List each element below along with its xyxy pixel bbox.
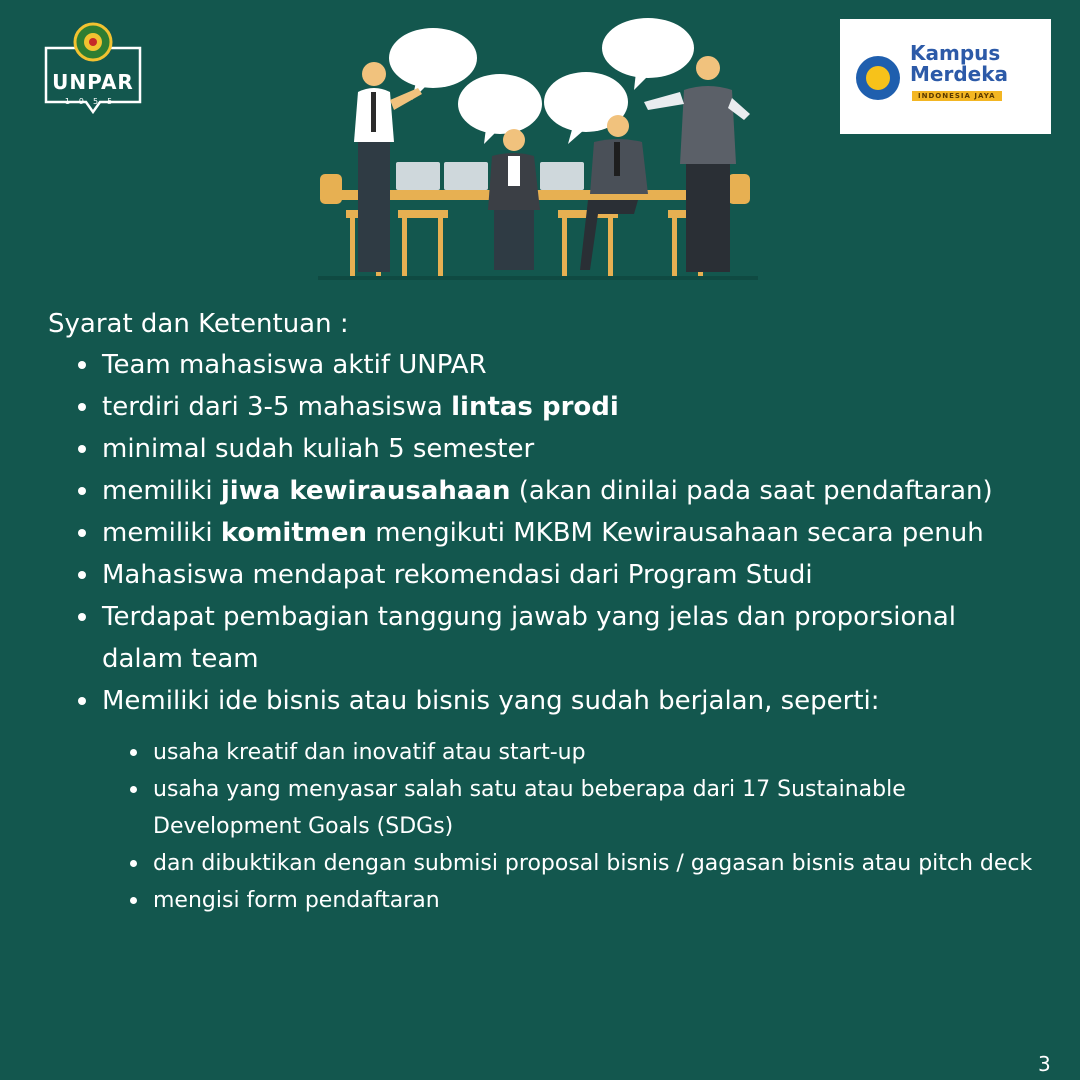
requirement-item — [48, 428, 1038, 470]
requirements-list — [48, 344, 1038, 722]
unpar-logo-year: 1955 — [64, 97, 122, 106]
business-idea-item: mengisi form pendaftaran — [48, 882, 1038, 919]
business-idea-item: dan dibuktikan dengan submisi proposal bisnis / gagasan bisnis atau pitch deck — [48, 845, 1038, 882]
requirement-item — [48, 554, 1038, 596]
requirement-item — [48, 512, 1038, 554]
requirement-text: (akan dinilai pada saat pendaftaran) — [510, 476, 993, 506]
kampus-merdeka-logo — [840, 19, 1051, 134]
business-idea-item: usaha kreatif dan inovatif atau start-up — [48, 734, 1038, 771]
business-idea-item: usaha yang menyasar salah satu atau beberapa dari 17 Sustainable Development Goals (SDGs) — [48, 771, 1038, 845]
kampus-merdeka-title — [910, 43, 1008, 85]
kampus-merdeka-line1: Kampus — [910, 41, 1001, 65]
requirement-item — [48, 680, 1038, 722]
requirement-emphasis: jiwa kewirausahaan — [220, 476, 511, 506]
requirements-heading: Syarat dan Ketentuan : — [48, 309, 349, 339]
requirement-item — [48, 344, 1038, 386]
page-number: 3 — [1038, 1052, 1051, 1076]
requirement-item — [48, 386, 1038, 428]
requirement-text: Mahasiswa mendapat rekomendasi dari Program Studi — [102, 560, 813, 590]
requirement-text: minimal sudah kuliah 5 semester — [102, 434, 535, 464]
unpar-logo — [40, 20, 146, 116]
requirement-text: terdiri dari 3-5 mahasiswa — [102, 392, 452, 422]
kampus-merdeka-tagline: INDONESIA JAYA — [912, 91, 1002, 101]
unpar-logo-text: UNPAR — [52, 70, 134, 94]
requirement-item — [48, 470, 1038, 512]
requirement-text: mengikuti MKBM Kewirausahaan secara penuh — [367, 518, 984, 548]
business-meeting-illustration — [318, 14, 758, 282]
requirements-section — [48, 304, 1038, 919]
tut-wuri-handayani-icon — [856, 56, 900, 100]
requirement-item — [48, 596, 1038, 680]
requirement-text: Terdapat pembagian tanggung jawab yang jelas dan proporsional dalam team — [102, 602, 957, 674]
requirement-text: Memiliki ide bisnis atau bisnis yang sudah berjalan, seperti: — [102, 686, 880, 716]
requirement-text: memiliki — [102, 518, 221, 548]
requirement-emphasis: lintas prodi — [451, 392, 619, 422]
business-idea-sublist — [48, 734, 1038, 919]
requirement-text: Team mahasiswa aktif UNPAR — [102, 350, 487, 380]
requirement-text: memiliki — [102, 476, 221, 506]
kampus-merdeka-line2: Merdeka — [910, 62, 1009, 86]
requirement-emphasis: komitmen — [220, 518, 367, 548]
